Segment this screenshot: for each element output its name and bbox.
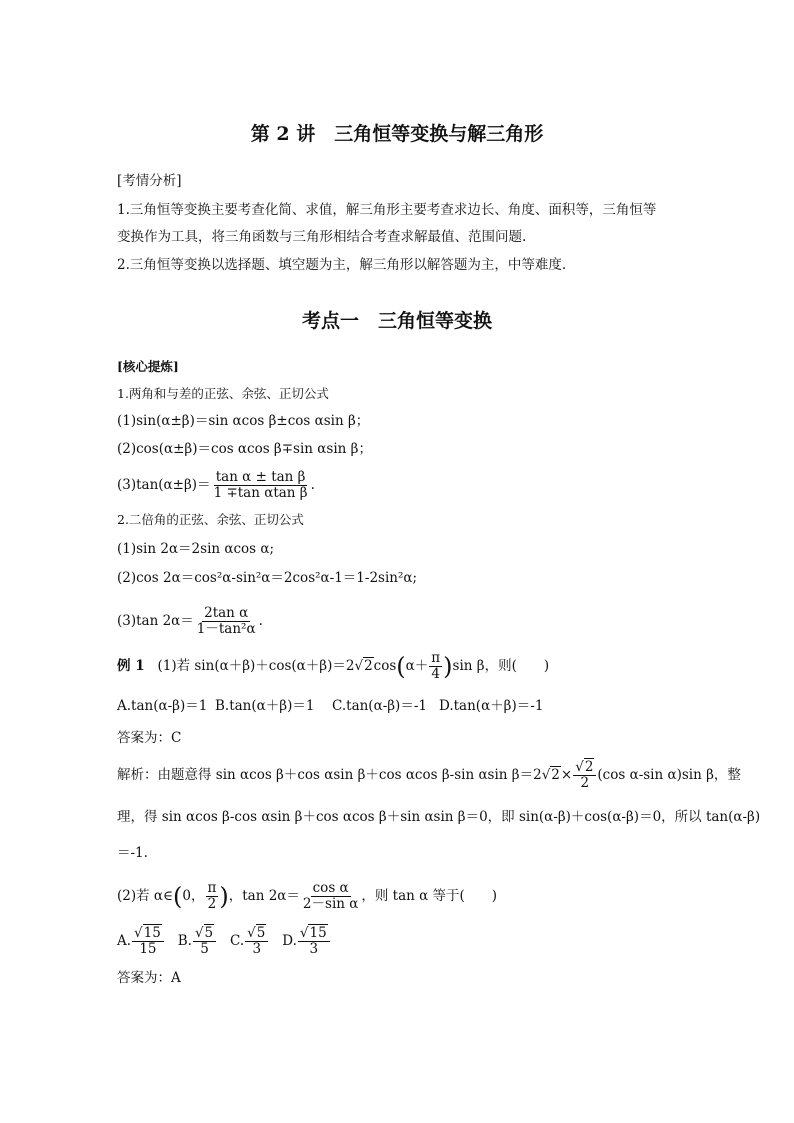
analysis-point-2: 2.三角恒等变换以选择题、填空题为主，解三角形以解答题为主，中等难度.	[117, 257, 567, 273]
solution-line-3: ＝-1.	[117, 845, 148, 861]
formula-sin-sum: (1)sin(α±β)＝sin αcos β±cos αsin β；	[117, 413, 370, 429]
section-title: 考点一 三角恒等变换	[301, 310, 492, 332]
solution-line-1: 解析：由题意得 sin αcos β＋cos αsin β＋cos αcos β-sin αsin β＝2√2× $\frac{√2}{2}$ (cos α-sin α)sin β，整	[117, 759, 741, 791]
formula-cos-double: (2)cos 2α＝cos²α-sin²α＝2cos²α-1＝1-2sin²α;	[117, 570, 418, 586]
subheading-double-angle: 2.二倍角的正弦、余弦、正切公式	[117, 512, 304, 527]
answer-2: 答案为：A	[117, 970, 181, 986]
option-b: B. $\frac{√5}{5}$	[178, 933, 217, 949]
example-1-question-1: 例 1 (1)若 sin(α＋β)＋cos(α＋β)＝2√2cos(α＋ $\frac{\pi}{4}$ )sin β，则( )	[117, 650, 550, 682]
formula-tan-double: (3)tan 2α＝ $\frac{\text{2tan α}}{\text{1－tan²α}}$ .	[117, 605, 263, 637]
solution-line-2: 理，得 sin αcos β-cos αsin β＋cos αcos β＋sin αsin β＝0，即 sin(α-β)＋cos(α-β)＝0，所以 tan(α-β)	[117, 809, 761, 825]
formula-tan-sum: (3)tan(α±β)＝ $\frac{\text{tan α ± tan β}}{\text{1 ∓tan αtan β}}$ .	[117, 469, 315, 501]
option-b: B.tan(α＋β)＝1	[215, 698, 315, 714]
analysis-point-1: 1.三角恒等变换主要考查化简、求值，解三角形主要考查求边长、角度、面积等，三角恒等	[117, 202, 657, 218]
subheading-sum-diff: 1.两角和与差的正弦、余弦、正切公式	[117, 386, 329, 401]
example-1-question-2: (2)若 α∈(0， $\frac{\pi}{2}$ )，tan 2α＝ $\frac{\text{cos α}}{\text{2－sin α}}$ ，则 tan α 等于( )	[117, 880, 498, 912]
option-d: D.tan(α＋β)＝-1	[439, 698, 544, 714]
tan-sum-fraction: $\frac{\text{tan α ± tan β}}{\text{1 ∓tan αtan β}}$	[213, 469, 308, 501]
option-c: C.tan(α-β)＝-1	[332, 698, 427, 714]
lesson-title: 第 2 讲 三角恒等变换与解三角形	[250, 123, 544, 145]
option-a: A.tan(α-β)＝1	[117, 698, 208, 714]
analysis-point-1-cont: 变换作为工具，将三角函数与三角形相结合考查求解最值、范围问题.	[117, 229, 527, 245]
option-a: A. $\frac{√15}{15}$	[117, 933, 165, 949]
option-d: D. $\frac{√15}{3}$	[282, 933, 330, 949]
tan-double-fraction: $\frac{\text{2tan α}}{\text{1－tan²α}}$	[196, 605, 256, 637]
question-2-options	[117, 923, 331, 959]
formula-cos-sum: (2)cos(α±β)＝cos αcos β∓sin αsin β；	[117, 441, 372, 457]
answer-1: 答案为：C	[117, 730, 182, 746]
example-1-options	[117, 697, 543, 715]
option-c: C. $\frac{√5}{3}$	[230, 933, 269, 949]
formula-sin-double: (1)sin 2α＝2sin αcos α;	[117, 541, 275, 557]
core-header: [核心提炼]	[117, 359, 179, 374]
analysis-header: [考情分析]	[117, 173, 182, 189]
